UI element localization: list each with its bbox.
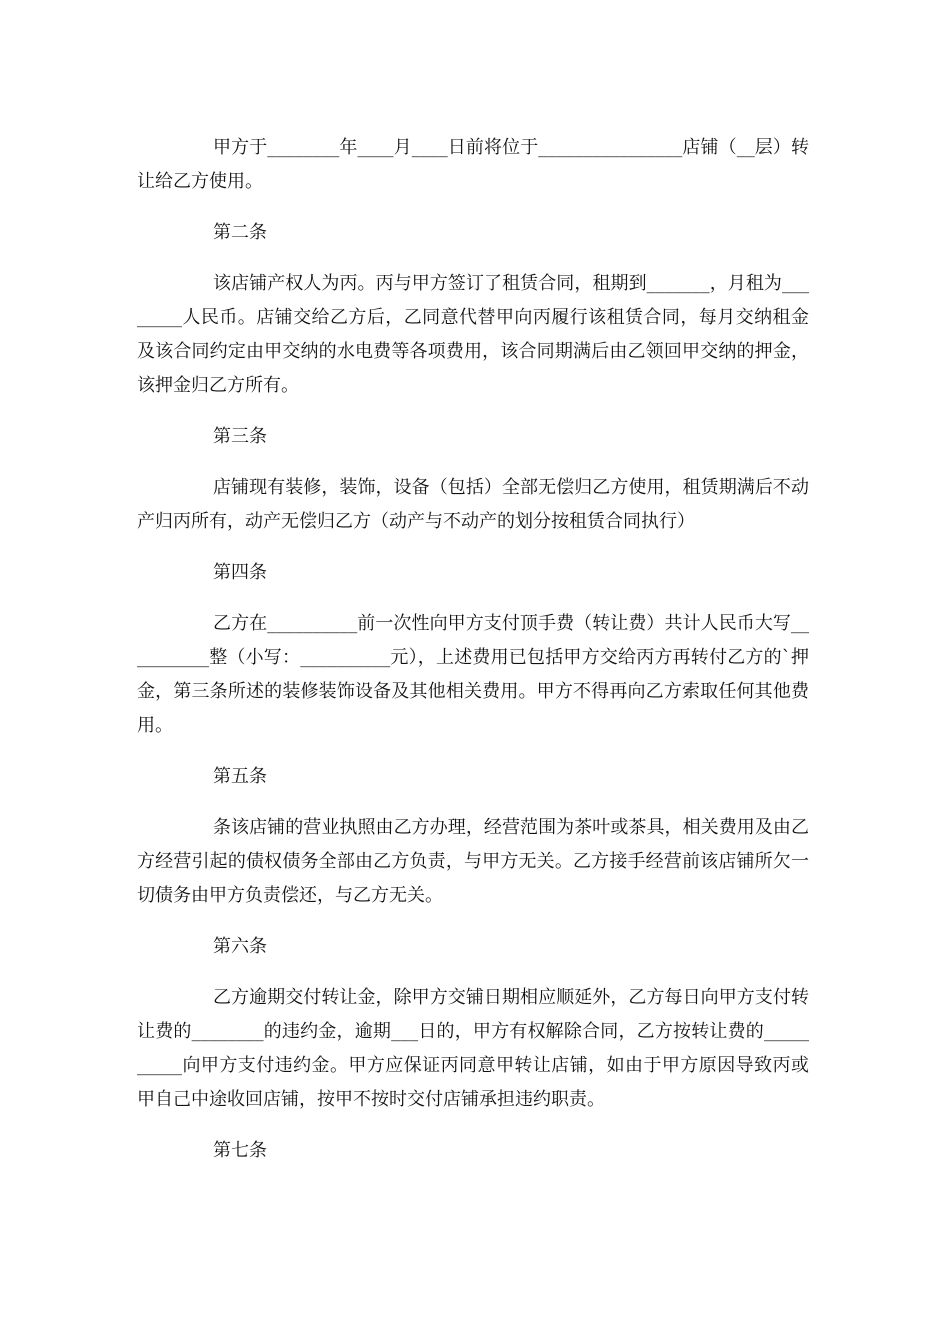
intro-paragraph: 甲方于________年____月____日前将位于________________店铺（__层）转让给乙方使用。 (137, 137, 809, 192)
article-6-text: 乙方逾期交付转让金，除甲方交铺日期相应顺延外，乙方每日向甲方支付转让费的________的违约金，逾期___日的，甲方有权解除合同，乙方按转让费的__________向甲方支付违约金。甲方应保证丙同意甲转让店铺，如由于甲方原因导致丙或甲自己中途收回店铺，按甲不按时交付店铺承担违约职责。 (137, 987, 809, 1110)
article-7-heading: 第七条 (213, 1140, 267, 1161)
document-body (137, 131, 809, 1168)
article-2-text: 该店铺产权人为丙。丙与甲方签订了租赁合同，租期到_______，月租为________人民币。店铺交给乙方后，乙同意代替甲向丙履行该租赁合同，每月交纳租金及该合同约定由甲交纳的水电费等各项费用，该合同期满后由乙领回甲交纳的押金，该押金归乙方所有。 (137, 273, 809, 396)
article-3-heading: 第三条 (213, 426, 267, 447)
article-2-heading: 第二条 (213, 222, 267, 243)
article-5-heading: 第五条 (213, 766, 267, 787)
article-5-text: 条该店铺的营业执照由乙方办理，经营范围为茶叶或茶具，相关费用及由乙方经营引起的债权债务全部由乙方负责，与甲方无关。乙方接手经营前该店铺所欠一切债务由甲方负责偿还，与乙方无关。 (137, 817, 809, 906)
article-4-heading: 第四条 (213, 562, 267, 583)
article-4-text: 乙方在__________前一次性向甲方支付顶手费（转让费）共计人民币大写__________整（小写：__________元），上述费用已包括甲方交给丙方再转付乙方的`押金，第三条所述的装修装饰设备及其他相关费用。甲方不得再向乙方索取任何其他费用。 (137, 613, 809, 736)
article-6-heading: 第六条 (213, 936, 267, 957)
article-3-text: 店铺现有装修，装饰，设备（包括）全部无偿归乙方使用，租赁期满后不动产归丙所有，动产无偿归乙方（动产与不动产的划分按租赁合同执行） (137, 477, 809, 532)
